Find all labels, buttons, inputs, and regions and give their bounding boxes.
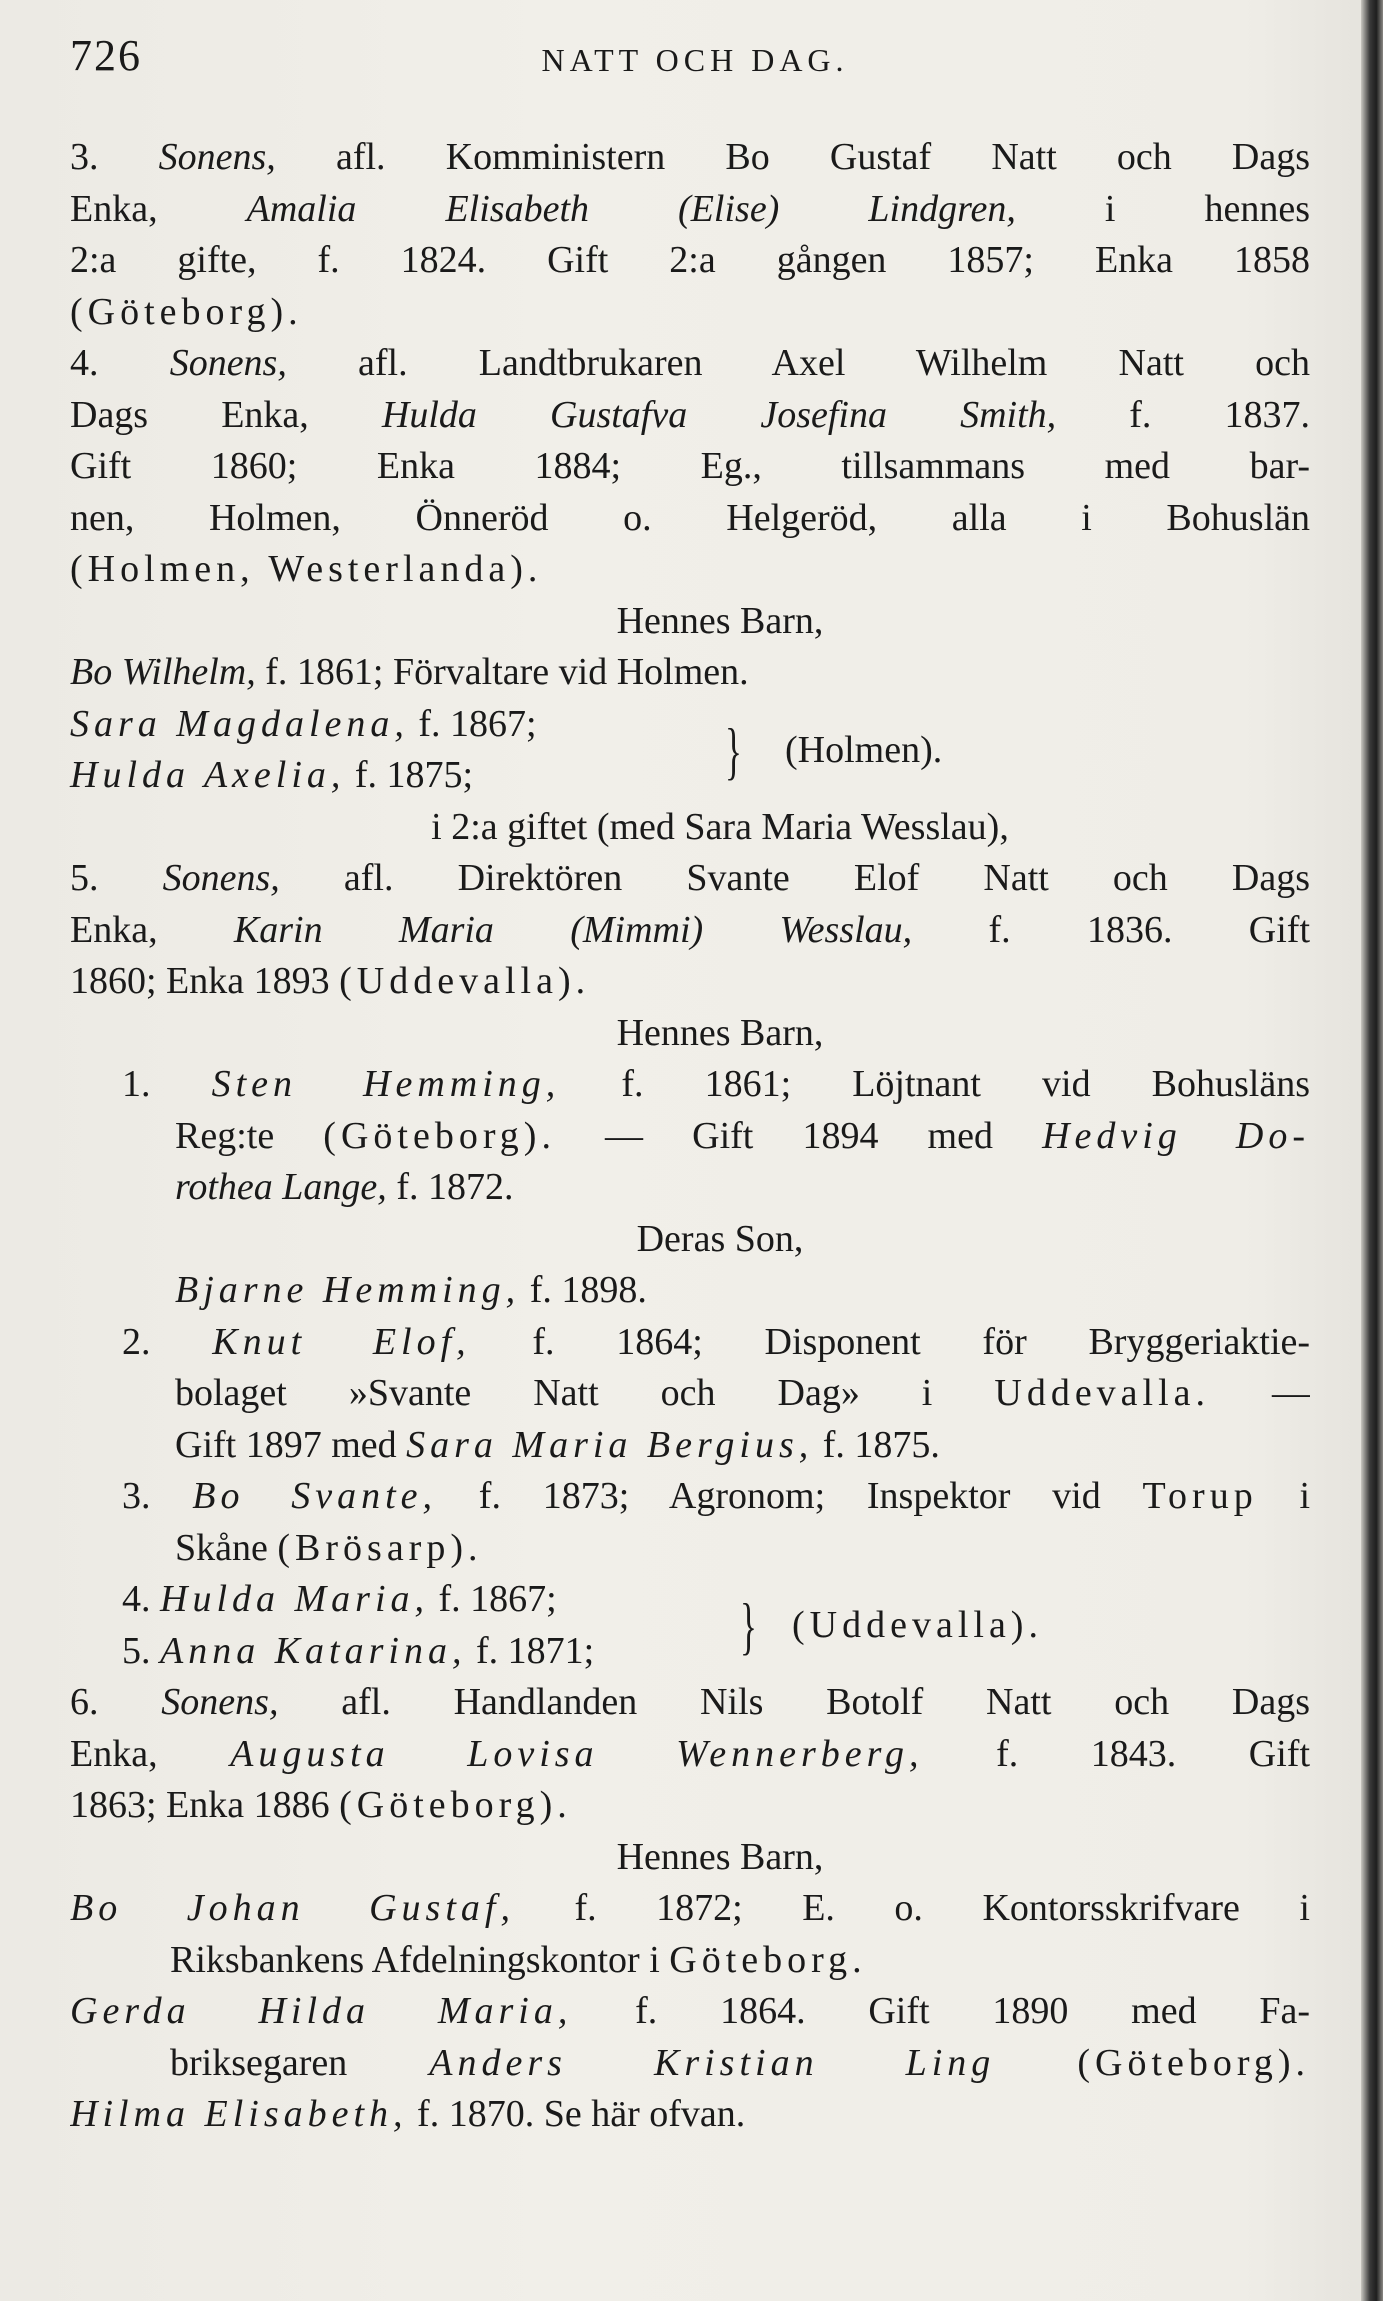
child-1-line-1: Bo Johan Gustaf, f. 1872; E. o. Kontorsskrifvare i [70, 1887, 1310, 1929]
entry-4-line-3: Gift 1860; Enka 1884; Eg., tillsammans med bar- [70, 445, 1310, 487]
child-line: Bo Wilhelm, f. 1861; Förvaltare vid Holmen. [70, 651, 749, 693]
entry-6-line-3: 1863; Enka 1886 (Göteborg). [70, 1784, 572, 1826]
entry-4-line-4: nen, Holmen, Önneröd o. Helgeröd, alla i Bohuslän [70, 496, 1310, 539]
child-line: Sara Magdalena, f. 1867; [70, 702, 537, 745]
children-brace-group: 4. Hulda Maria, f. 1867; 5. Anna Katarina, f. 1871; } (Uddevalla). [70, 1574, 1310, 1677]
child-5-line: 5. Anna Katarina, f. 1871; [122, 1629, 595, 1672]
page-body [70, 132, 1310, 2141]
child-2-line-2: briksegaren Anders Kristian Ling (Göteborg). [170, 2041, 1310, 2084]
children-heading: Hennes Barn, [616, 1011, 824, 1054]
entry-4-line-2: Dags Enka, Hulda Gustafva Josefina Smith, f. 1837. [70, 393, 1310, 436]
children-brace-group: Sara Magdalena, f. 1867; Hulda Axelia, f. 1875; } (Holmen). [70, 699, 1310, 802]
entry-3-line-4: (Göteborg). [70, 290, 303, 333]
child-4-line: 4. Hulda Maria, f. 1867; [122, 1578, 557, 1620]
widow-name: Augusta Lovisa Wennerberg, [230, 1732, 924, 1775]
entry-5-line-2: Enka, Karin Maria (Mimmi) Wesslau, f. 1836. Gift [70, 908, 1310, 951]
child-3-line-1: 3. Bo Svante, f. 1873; Agronom; Inspektor vid Torup i [122, 1475, 1310, 1517]
entry-4-line-1: 4. Sonens, afl. Landtbrukaren Axel Wilhelm Natt och [70, 342, 1310, 384]
entry-3-line-1: 3. Sonens, afl. Komministern Bo Gustaf Natt och Dags [70, 136, 1310, 178]
child-2-line-1: 2. Knut Elof, f. 1864; Disponent för Bryggeriaktie- [122, 1320, 1310, 1363]
child-2-line-1: Gerda Hilda Maria, f. 1864. Gift 1890 med Fa- [70, 1990, 1310, 2032]
page-header [70, 30, 1320, 90]
page-number: 726 [70, 31, 142, 80]
brace-glyph: } [725, 714, 742, 786]
child-1-line-1: 1. Sten Hemming, f. 1861; Löjtnant vid Bohusläns [122, 1063, 1310, 1105]
child-1-line-2: Reg:te (Göteborg). — Gift 1894 med Hedvig Do- [175, 1114, 1310, 1157]
entry-6-line-2: Enka, Augusta Lovisa Wennerberg, f. 1843. Gift [70, 1732, 1310, 1775]
child-1-line-2: Riksbankens Afdelningskontor i Göteborg. [170, 1938, 867, 1981]
son-heading: Deras Son, [636, 1217, 804, 1260]
children-heading: Hennes Barn, [616, 599, 824, 642]
child-3-line: Hilma Elisabeth, f. 1870. Se här ofvan. [70, 2093, 746, 2135]
child-1-line-3: rothea Lange, f. 1872. [175, 1166, 514, 1208]
widow-name: Hulda Gustafva Josefina Smith, [381, 393, 1057, 436]
entry-6-line-1: 6. Sonens, afl. Handlanden Nils Botolf Natt och Dags [70, 1681, 1310, 1723]
running-title: NATT OCH DAG. [541, 42, 849, 78]
child-2-line-3: Gift 1897 med Sara Maria Bergius, f. 1875. [175, 1423, 940, 1466]
widow-name: Amalia Elisabeth (Elise) Lindgren, [246, 187, 1016, 230]
page-binding-edge [1361, 0, 1383, 2301]
entry-5-line-1: 5. Sonens, afl. Direktören Svante Elof Natt och Dags [70, 857, 1310, 899]
entry-5-line-3: 1860; Enka 1893 (Uddevalla). [70, 960, 591, 1002]
second-marriage-note: i 2:a giftet (med Sara Maria Wesslau), [431, 805, 1009, 848]
child-2-line-2: bolaget »Svante Natt och Dag» i Uddevalla. — [175, 1372, 1310, 1414]
child-3-line-2: Skåne (Brösarp). [175, 1526, 483, 1569]
entry-4-line-5: (Holmen, Westerlanda). [70, 548, 543, 590]
entry-3-line-2: Enka, Amalia Elisabeth (Elise) Lindgren, i hennes [70, 187, 1310, 230]
brace-glyph: } [740, 1590, 757, 1661]
widow-name: Karin Maria (Mimmi) Wesslau, [233, 908, 913, 951]
children-heading: Hennes Barn, [616, 1835, 824, 1878]
entry-3-line-3: 2:a gifte, f. 1824. Gift 2:a gången 1857; Enka 1858 [70, 239, 1310, 281]
grandson-line: Bjarne Hemming, f. 1898. [175, 1269, 647, 1311]
child-line: Hulda Axelia, f. 1875; [70, 754, 474, 796]
